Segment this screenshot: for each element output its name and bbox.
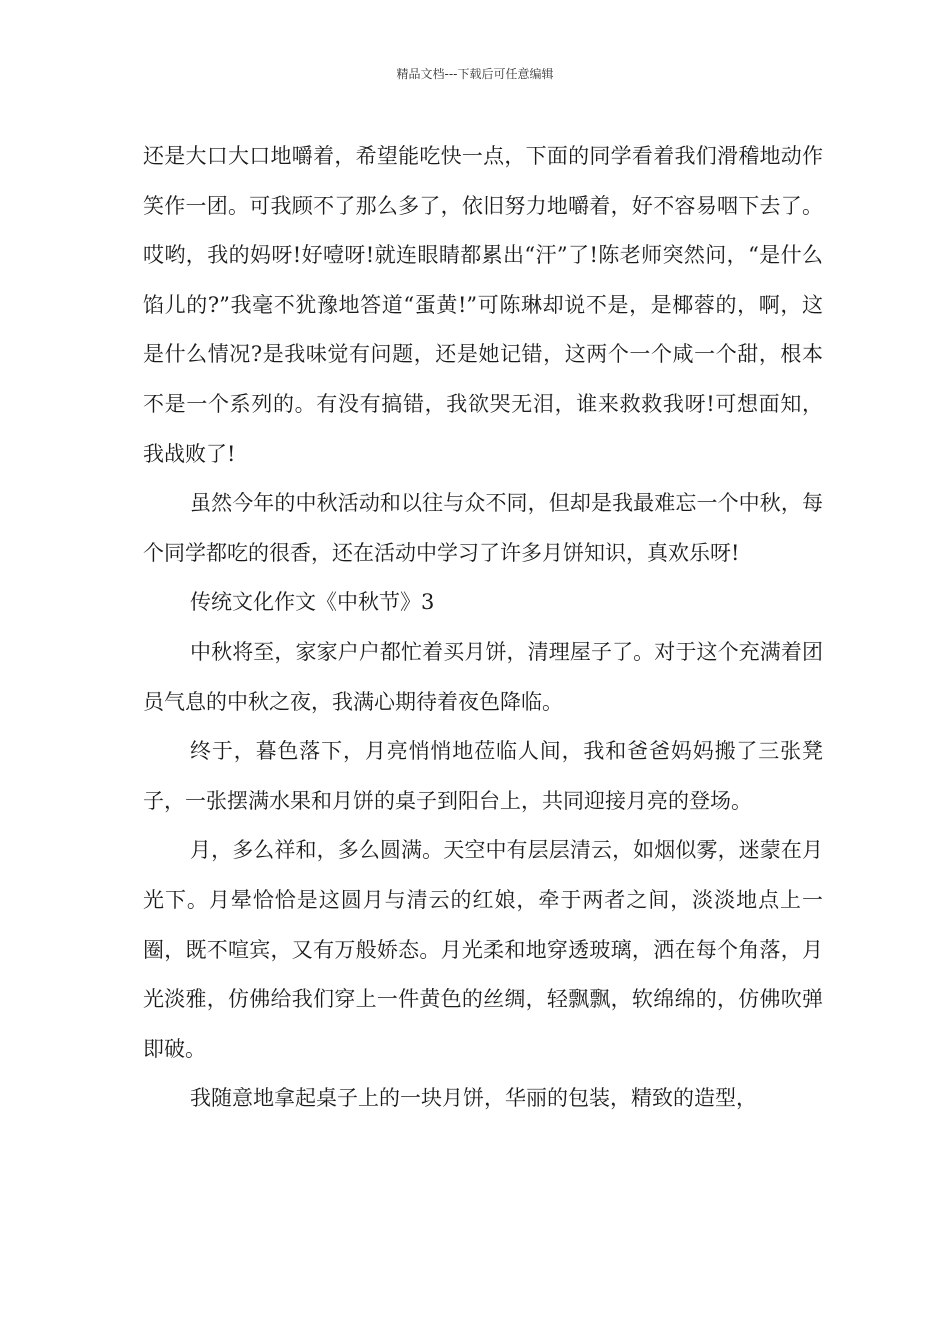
paragraph-summary: 虽然今年的中秋活动和以往与众不同，但却是我最难忘一个中秋，每个同学都吃的很香，还在活动中学习了许多月饼知识，真欢乐呀! (143, 491, 823, 565)
paragraph-intro: 中秋将至，家家户户都忙着买月饼，清理屋子了。对于这个充满着团员气息的中秋之夜，我满心期待着夜色降临。 (143, 639, 823, 714)
paragraph-moon: 月，多么祥和，多么圆满。天空中有层层清云，如烟似雾，迷蒙在月光下。月晕恰恰是这圆月与清云的红娘，牵于两者之间，淡淡地点上一圈，既不喧宾，又有万般娇态。月光柔和地穿透玻璃，洒在每个角落，月光淡雅，仿佛给我们穿上一件黄色的丝绸，轻飘飘，软绵绵的，仿佛吹弹即破。 (143, 838, 823, 1061)
page-header: 精品文档---下载后可任意编辑 (396, 67, 554, 81)
section-title: 传统文化作文《中秋节》3 (190, 590, 435, 615)
document-body (143, 132, 823, 1124)
paragraph-continued: 还是大口大口地嚼着，希望能吃快一点，下面的同学看着我们滑稽地动作笑作一团。可我顾不了那么多了，依旧努力地嚼着，好不容易咽下去了。哎哟，我的妈呀!好噎呀!就连眼睛都累出“汗”了!陈老师突然问，“是什么馅儿的?”我毫不犹豫地答道“蛋黄!”可陈琳却说不是，是椰蓉的，啊，这是什么情况?是我味觉有问题，还是她记错，这两个一个咸一个甜，根本不是一个系列的。有没有搞错，我欲哭无泪，谁来救救我呀!可想面知，我战败了! (143, 144, 823, 466)
paragraph-mooncake: 我随意地拿起桌子上的一块月饼，华丽的包装，精致的造型， (190, 1086, 757, 1111)
paragraph-evening: 终于，暮色落下，月亮悄悄地莅临人间，我和爸爸妈妈搬了三张凳子，一张摆满水果和月饼的桌子到阳台上，共同迎接月亮的登场。 (143, 739, 823, 813)
